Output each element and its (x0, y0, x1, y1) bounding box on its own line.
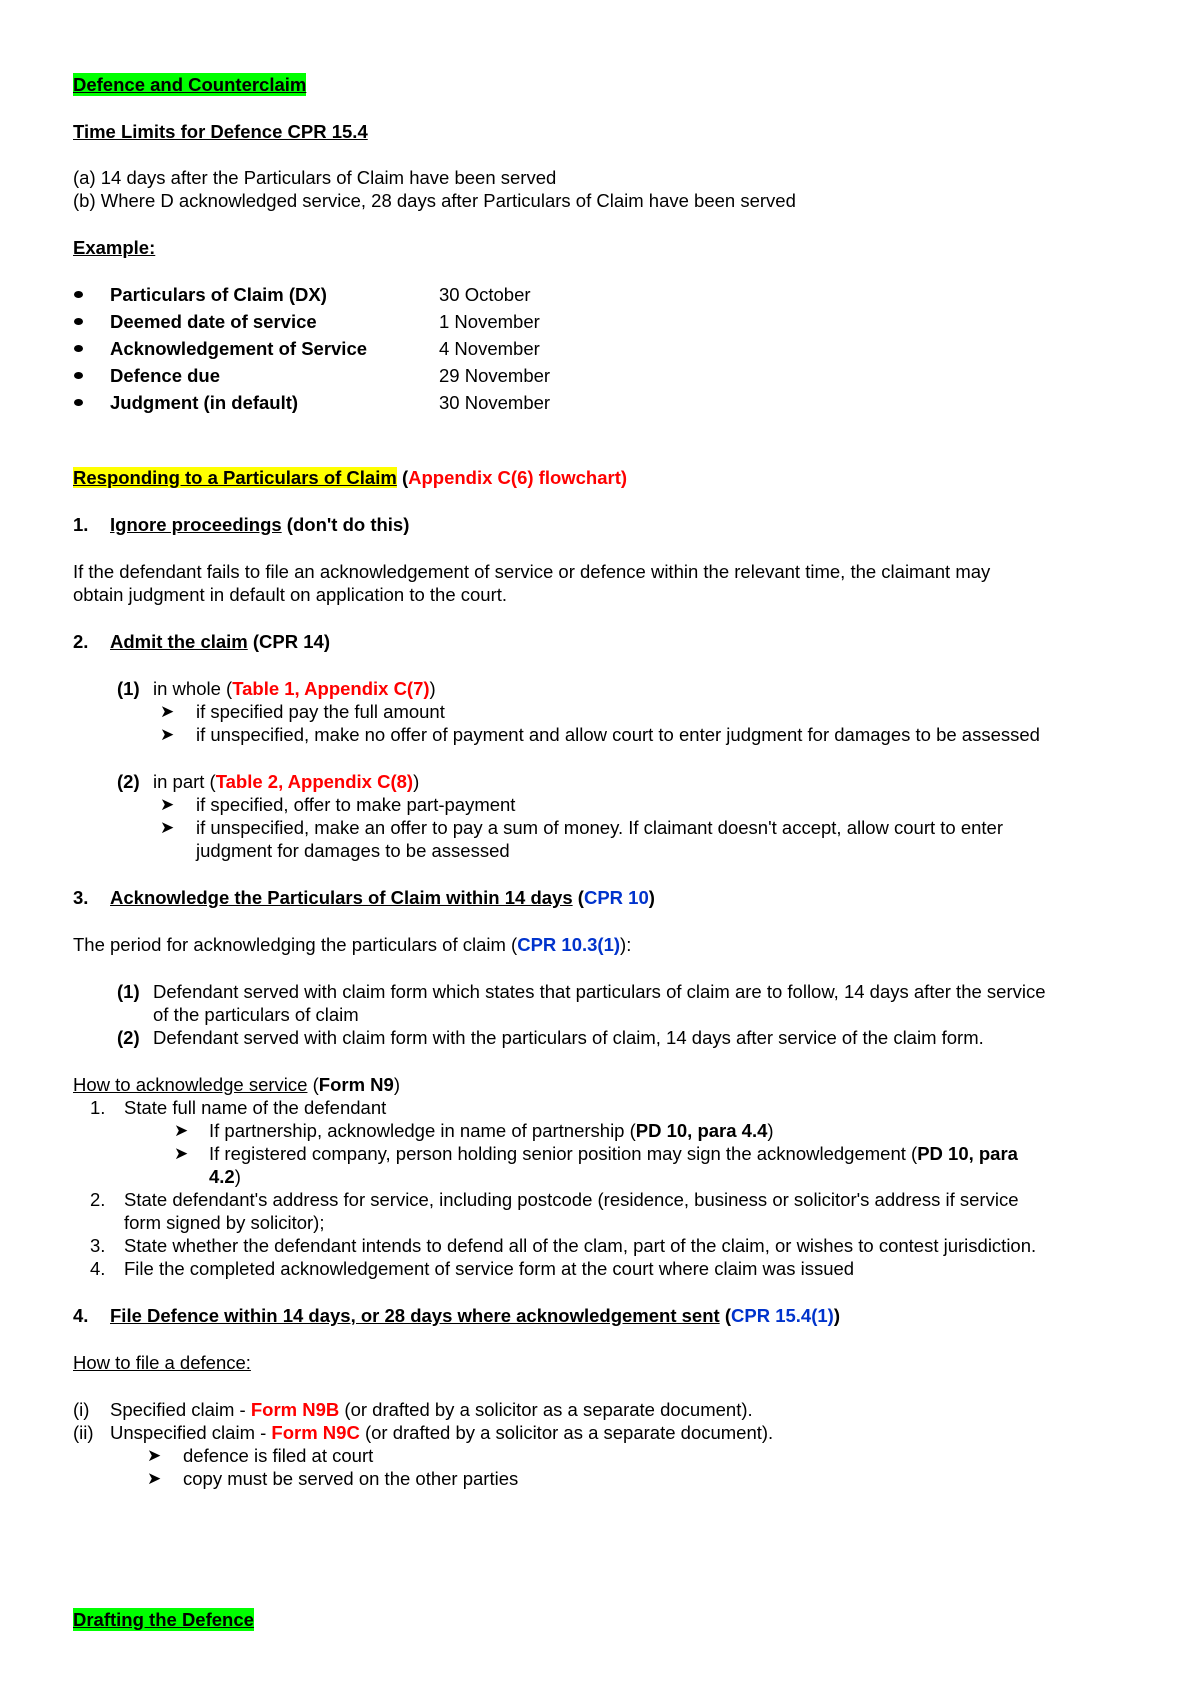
section-4-heading: File Defence within 14 days, or 28 days where acknowledgement sent (CPR 15.4(1)) (110, 1305, 840, 1326)
admit-part-bullet-cont: judgment for damages to be assessed (196, 840, 510, 861)
step-text: State full name of the defendant (124, 1097, 387, 1118)
arrow-bullet-icon: ➤ (160, 795, 175, 814)
period-2-text: Defendant served with claim form with the particulars of claim, 14 days after service of the claim form. (153, 1027, 984, 1048)
step-number: 2. (90, 1189, 106, 1210)
step-number: 3. (90, 1235, 106, 1256)
how-file-defence-heading: How to file a defence: (73, 1352, 251, 1373)
defence-item-text: Unspecified claim - Form N9C (or drafted by a solicitor as a separate document). (110, 1422, 774, 1443)
example-value: 4 November (439, 338, 540, 359)
arrow-bullet-icon: ➤ (160, 725, 175, 744)
period-1-number: (1) (117, 981, 140, 1002)
example-value: 30 November (439, 392, 551, 413)
time-limits-heading: Time Limits for Defence CPR 15.4 (73, 121, 368, 142)
section-4-number: 4. (73, 1305, 89, 1326)
example-value: 1 November (439, 311, 540, 332)
step-text: State defendant's address for service, including postcode (residence, business or solicitor's address if service (124, 1189, 1019, 1210)
admit-part-bullet: if specified, offer to make part-payment (196, 794, 516, 815)
step-number: 4. (90, 1258, 106, 1279)
section-1-para-line2: obtain judgment in default on application to the court. (73, 584, 508, 605)
admit-whole-number: (1) (117, 678, 140, 699)
defence-item-text: Specified claim - Form N9B (or drafted by a solicitor as a separate document). (110, 1399, 753, 1420)
admit-part-bullet: if unspecified, make an offer to pay a sum of money. If claimant doesn't accept, allow court to enter (196, 817, 1003, 838)
example-heading: Example: (73, 237, 156, 258)
example-value: 30 October (439, 284, 531, 305)
defence-item-number: (ii) (73, 1422, 94, 1443)
admit-whole-bullet: if unspecified, make no offer of payment and allow court to enter judgment for damages to be assessed (196, 724, 1040, 745)
defence-bullet: copy must be served on the other parties (183, 1468, 519, 1489)
bullet-icon (74, 318, 83, 325)
example-value: 29 November (439, 365, 551, 386)
defence-item-number: (i) (73, 1399, 90, 1420)
responding-heading: Responding to a Particulars of Claim (73, 467, 397, 488)
admit-whole-bullet: if specified pay the full amount (196, 701, 445, 722)
example-label: Deemed date of service (110, 311, 317, 332)
step-bullet-cont: 4.2) (209, 1166, 241, 1187)
arrow-bullet-icon: ➤ (174, 1121, 189, 1140)
responding-heading-line: Responding to a Particulars of Claim (Appendix C(6) flowchart) (73, 467, 628, 488)
step-bullet: If registered company, person holding senior position may sign the acknowledgement (PD 10, para (209, 1143, 1018, 1164)
example-label: Defence due (110, 365, 221, 386)
arrow-bullet-icon: ➤ (160, 702, 175, 721)
example-label: Judgment (in default) (110, 392, 299, 413)
period-2-number: (2) (117, 1027, 140, 1048)
section-3-heading: Acknowledge the Particulars of Claim within 14 days (CPR 10) (110, 887, 655, 908)
section-1-heading: Ignore proceedings (don't do this) (110, 514, 410, 535)
bullet-icon (74, 372, 83, 379)
step-number: 1. (90, 1097, 106, 1118)
drafting-heading: Drafting the Defence (73, 1609, 254, 1630)
section-1-number: 1. (73, 514, 89, 535)
section-2-heading: Admit the claim (CPR 14) (110, 631, 330, 652)
section-3-intro: The period for acknowledging the particulars of claim (CPR 10.3(1)): (73, 934, 632, 955)
period-1-line2: of the particulars of claim (153, 1004, 359, 1025)
example-label: Acknowledgement of Service (110, 338, 368, 359)
admit-whole-text: in whole (Table 1, Appendix C(7)) (153, 678, 436, 699)
document-title: Defence and Counterclaim (73, 74, 307, 95)
bullet-icon (74, 291, 83, 298)
admit-part-text: in part (Table 2, Appendix C(8)) (153, 771, 420, 792)
step-bullet: If partnership, acknowledge in name of partnership (PD 10, para 4.4) (209, 1120, 774, 1141)
time-limit-b: (b) Where D acknowledged service, 28 days after Particulars of Claim have been served (73, 190, 796, 211)
section-2-number: 2. (73, 631, 89, 652)
bullet-icon (74, 345, 83, 352)
appendix-ref: Appendix C(6) flowchart (408, 467, 621, 488)
step-text: File the completed acknowledgement of service form at the court where claim was issued (124, 1258, 855, 1279)
step-text-cont: form signed by solicitor); (124, 1212, 325, 1233)
time-limit-a: (a) 14 days after the Particulars of Claim have been served (73, 167, 557, 188)
arrow-bullet-icon: ➤ (147, 1469, 162, 1488)
step-text: State whether the defendant intends to defend all of the clam, part of the claim, or wishes to contest jurisdiction. (124, 1235, 1037, 1256)
section-1-para-line1: If the defendant fails to file an acknowledgement of service or defence within the relevant time, the claimant may (73, 561, 991, 582)
arrow-bullet-icon: ➤ (174, 1144, 189, 1163)
arrow-bullet-icon: ➤ (147, 1446, 162, 1465)
arrow-bullet-icon: ➤ (160, 818, 175, 837)
section-3-number: 3. (73, 887, 89, 908)
period-1-line1: Defendant served with claim form which states that particulars of claim are to follow, 14 days after the service (153, 981, 1046, 1002)
how-acknowledge-heading: How to acknowledge service (Form N9) (73, 1074, 400, 1095)
bullet-icon (74, 399, 83, 406)
example-label: Particulars of Claim (DX) (110, 284, 327, 305)
admit-part-number: (2) (117, 771, 140, 792)
defence-bullet: defence is filed at court (183, 1445, 374, 1466)
